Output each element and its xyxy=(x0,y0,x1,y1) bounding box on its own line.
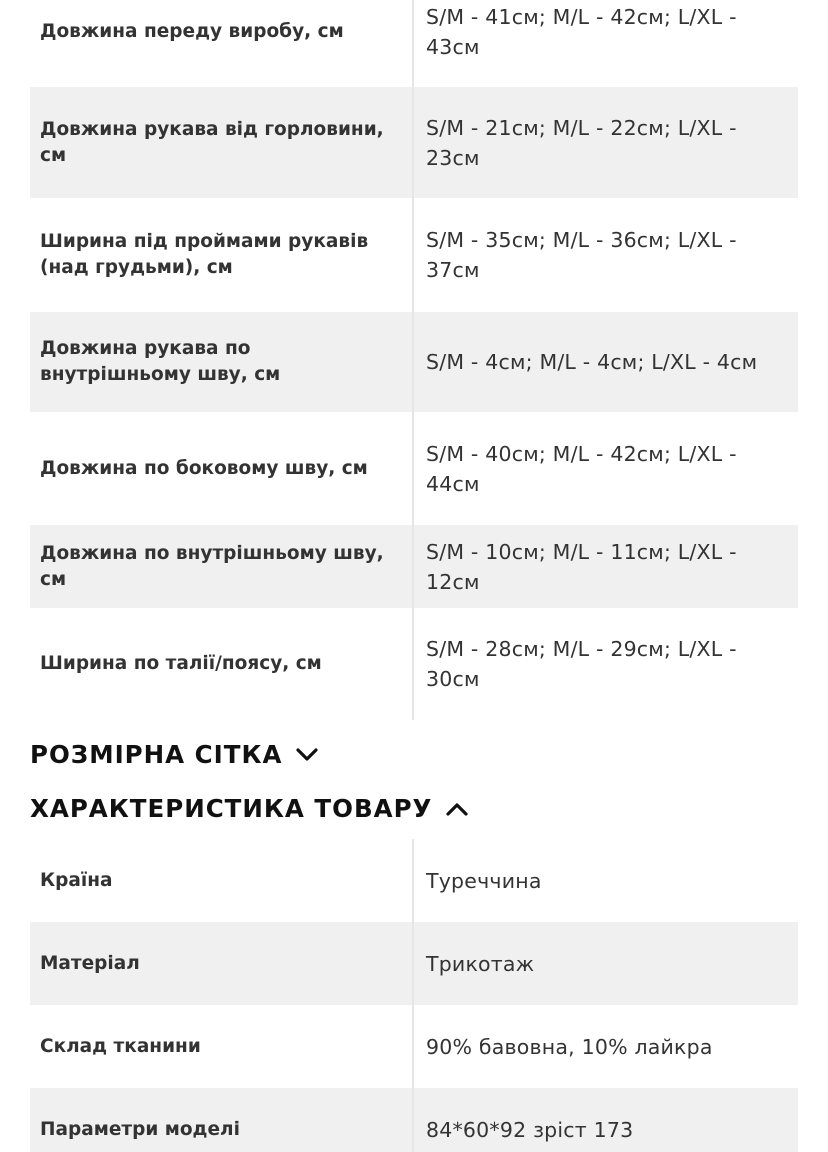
row-value: S/M - 28см; M/L - 29см; L/XL - 30см xyxy=(426,637,737,691)
table-row xyxy=(30,0,798,87)
row-value: Трикотаж xyxy=(426,951,535,976)
row-value: S/M - 21см; M/L - 22см; L/XL - 23см xyxy=(426,115,737,170)
row-label: Матеріал xyxy=(30,922,414,1005)
table-row xyxy=(30,87,798,198)
characteristics-toggle[interactable] xyxy=(30,794,470,823)
table-row xyxy=(30,839,798,922)
row-value: S/M - 35см; M/L - 36см; L/XL - 37см xyxy=(426,228,737,282)
row-label: Довжина рукава по внутрішньому шву, см xyxy=(30,312,414,412)
row-value: S/M - 41см; M/L - 42см; L/XL - 43см xyxy=(426,4,737,59)
table-row xyxy=(30,1005,798,1088)
size-chart-title: РОЗМІРНА СІТКА xyxy=(30,740,283,769)
size-chart-toggle[interactable] xyxy=(30,740,320,769)
row-label: Країна xyxy=(30,839,414,922)
table-row xyxy=(30,525,798,608)
row-label: Параметри моделі xyxy=(30,1088,414,1152)
chevron-up-icon xyxy=(444,796,470,822)
row-value: 84*60*92 зріст 173 xyxy=(426,1117,634,1142)
row-label: Ширина під проймами рукавів (над грудьми), см xyxy=(30,198,414,312)
characteristics-table xyxy=(30,839,798,1152)
row-label: Довжина по внутрішньому шву, см xyxy=(30,525,414,608)
table-row xyxy=(30,922,798,1005)
row-label: Ширина по талії/поясу, см xyxy=(30,608,414,720)
row-label: Довжина переду виробу, см xyxy=(30,0,414,87)
row-label: Довжина рукава від горловини, см xyxy=(30,87,414,198)
row-value: Туреччина xyxy=(426,868,542,893)
table-row xyxy=(30,608,798,720)
row-value: S/M - 10см; M/L - 11см; L/XL - 12см xyxy=(426,539,737,594)
table-row xyxy=(30,412,798,525)
row-value: S/M - 4см; M/L - 4см; L/XL - 4см xyxy=(426,350,758,374)
table-row xyxy=(30,198,798,312)
characteristics-title: ХАРАКТЕРИСТИКА ТОВАРУ xyxy=(30,794,433,823)
table-row xyxy=(30,312,798,412)
measurements-table xyxy=(30,0,798,720)
row-value: 90% бавовна, 10% лайкра xyxy=(426,1034,713,1059)
row-label: Склад тканини xyxy=(30,1005,414,1088)
chevron-down-icon xyxy=(294,742,320,768)
row-label: Довжина по боковому шву, см xyxy=(30,412,414,525)
table-row xyxy=(30,1088,798,1152)
row-value: S/M - 40см; M/L - 42см; L/XL - 44см xyxy=(426,441,737,496)
